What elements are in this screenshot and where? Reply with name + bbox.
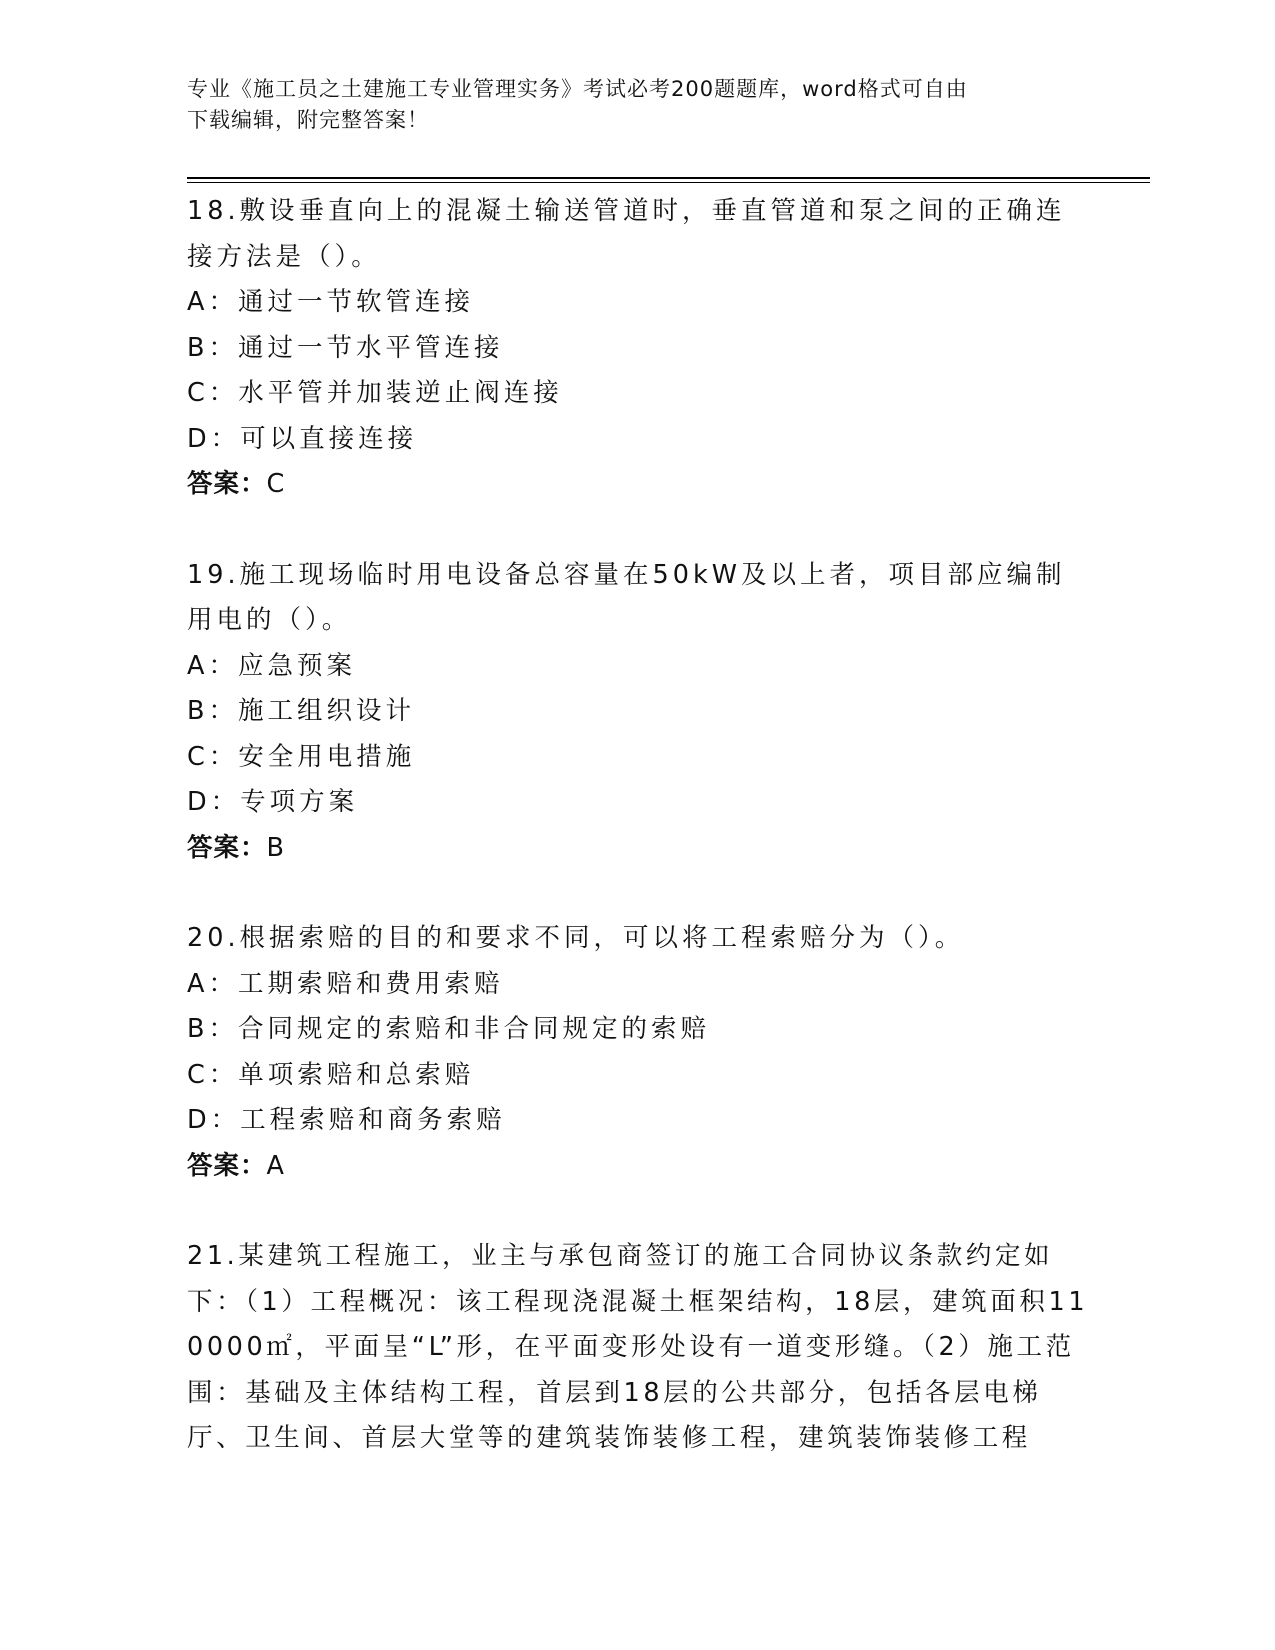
question-19 xyxy=(187,553,1092,872)
question-list xyxy=(187,189,1092,1507)
answer-value: C xyxy=(266,469,286,499)
answer-value: A xyxy=(266,1150,285,1181)
option-d: D：专项方案 xyxy=(187,787,359,817)
answer-line xyxy=(187,1144,1092,1190)
document-header xyxy=(187,74,1087,136)
header-line-1: 专业《施工员之土建施工专业管理实务》考试必考200题题库，word格式可自由 xyxy=(187,77,968,101)
option-a: A：应急预案 xyxy=(187,650,356,681)
option-c: C：单项索赔和总索赔 xyxy=(187,1059,475,1090)
header-line-2: 下载编辑，附完整答案！ xyxy=(187,108,429,132)
option-c: C：水平管并加装逆止阀连接 xyxy=(187,378,563,408)
answer-label: 答案： xyxy=(187,1150,267,1181)
option-a: A：工期索赔和费用索赔 xyxy=(187,968,504,999)
answer-label: 答案： xyxy=(187,832,267,863)
answer-line xyxy=(187,462,1092,508)
option-b: B：合同规定的索赔和非合同规定的索赔 xyxy=(187,1014,710,1044)
answer-label: 答案： xyxy=(187,469,267,499)
question-text: 18.敷设垂直向上的混凝土输送管道时，垂直管道和泵之间的正确连接方法是（）。 xyxy=(187,196,1066,272)
question-text: 19.施工现场临时用电设备总容量在50kW及以上者，项目部应编制用电的（）。 xyxy=(187,559,1066,635)
option-d: D：工程索赔和商务索赔 xyxy=(187,1105,506,1135)
option-b: B：施工组织设计 xyxy=(187,696,415,726)
header-divider-thick xyxy=(187,177,1150,179)
question-21 xyxy=(187,1234,1092,1462)
question-20 xyxy=(187,916,1092,1189)
option-a: A：通过一节软管连接 xyxy=(187,287,474,317)
option-d: D：可以直接连接 xyxy=(187,423,418,454)
option-c: C：安全用电措施 xyxy=(187,741,416,772)
question-18 xyxy=(187,189,1092,508)
question-text: 21.某建筑工程施工，业主与承包商签订的施工合同协议条款约定如下：（1）工程概况：该工程现浇混凝土框架结构，18层，建筑面积110000㎡，平面呈“L”形，在平面变形处设有一道变形缝。（2）施工范围：基础及主体结构工程，首层到18层的公共部分，包括各层电梯厅、卫生间、首层大堂等的建筑装饰装修工程，建筑装饰装修工程 xyxy=(187,1241,1089,1453)
header-divider-thin xyxy=(187,182,1150,183)
answer-line xyxy=(187,826,1092,872)
question-text: 20.根据索赔的目的和要求不同，可以将工程索赔分为（）。 xyxy=(187,923,965,953)
answer-value: B xyxy=(266,832,286,863)
option-b: B：通过一节水平管连接 xyxy=(187,332,504,363)
